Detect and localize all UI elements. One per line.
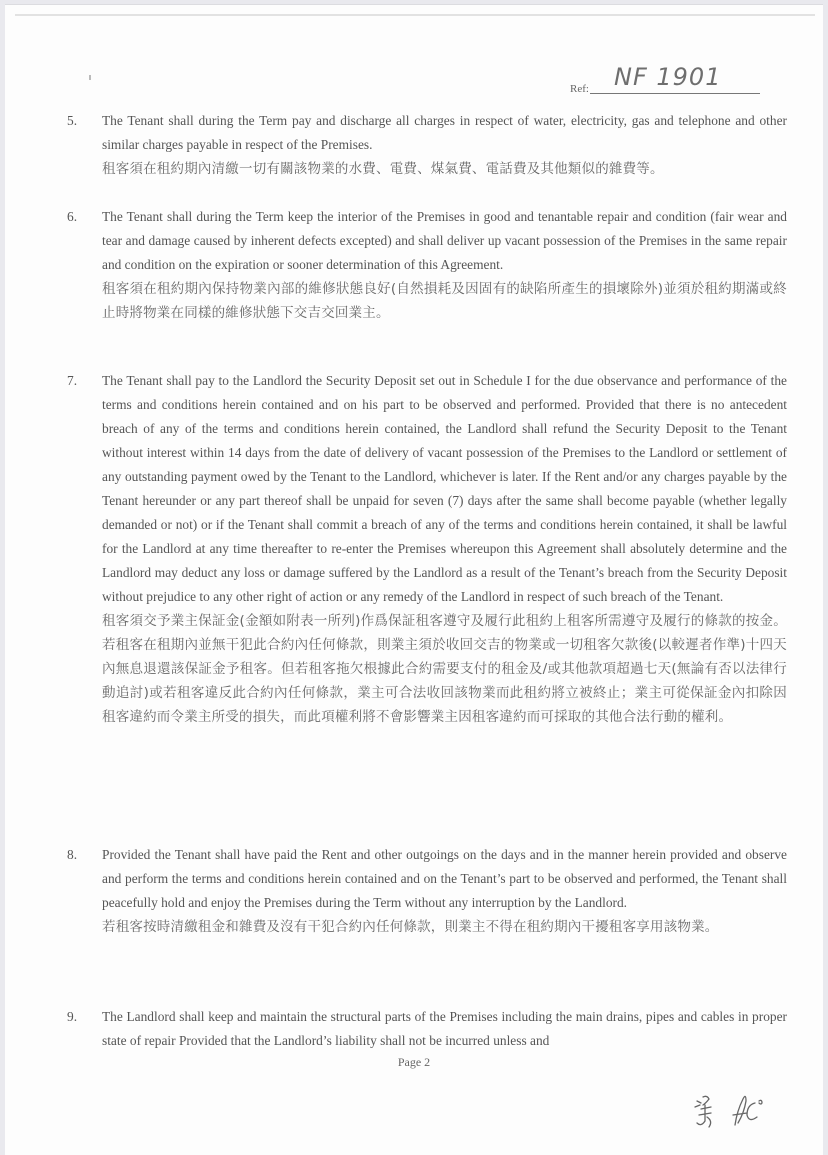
clause-7: [67, 369, 787, 729]
clause-5: [67, 109, 787, 181]
clause-text-en: The Tenant shall during the Term pay and discharge all charges in respect of water, electricity, gas and telephone and other similar charges payable in respect of the Premises.: [102, 113, 787, 152]
clause-text-en: The Tenant shall pay to the Landlord the Security Deposit set out in Schedule I for the due observance and performance of the terms and conditions herein contained and on his part to be observed and performed. Provided that there is no antecedent breach of any of the terms and conditions herein contained, the Landlord shall refund the Security Deposit to the Tenant without interest within 14 days from the date of delivery of vacant possession of the Premises to the Landlord or settlement of any outstanding payment owed by the Tenant to the Landlord, whichever is later. If the Rent and/or any charges payable by the Tenant hereunder or any part thereof shall be unpaid for seven (7) days after the same shall become payable (whether legally demanded or not) or if the Tenant shall commit a breach of any of the terms and conditions herein contained, it shall be lawful for the Landlord at any time thereafter to re-enter the Premises whereupon this Agreement shall absolutely determine and the Landlord may deduct any loss or damage suffered by the Landlord as a result of the Tenant’s breach from the Security Deposit without prejudice to any other right of action or any remedy of the Landlord in respect of such breach of the Tenant.: [102, 373, 787, 604]
clause-number: 5.: [67, 113, 78, 128]
clause-text-zh: 租客須在租約期內保持物業內部的維修狀態良好(自然損耗及因固有的缺陷所產生的損壞除外)並須於租約期滿或終止時將物業在同樣的維修狀態下交吉交回業主。: [102, 281, 787, 321]
clause-text-zh: 租客須交予業主保証金(金額如附表一所列)作爲保証租客遵守及履行此租約上租客所需遵守及履行的條款的按金。若租客在租期內並無干犯此合約內任何條款，則業主須於收回交吉的物業或一切租客欠款後(以較遲者作準)十四天內無息退還該保証金予租客。但若租客拖欠根據此合約需要支付的租金及/或其他款項超過七天(無論有否以法律行動追討)或若租客違反此合約內任何條款，業主可合法收回該物業而此租約將立被終止；業主可從保証金內扣除因租客違約而令業主所受的損失，而此項權利將不會影響業主因租客違約而可採取的其他合法行動的權利。: [102, 613, 787, 725]
clause-number: 7.: [67, 373, 78, 388]
handwritten-signature-icon: [683, 1087, 783, 1137]
clause-number: 9.: [67, 1009, 78, 1024]
ref-value-handwritten: NF 1901: [614, 63, 722, 91]
ref-label: Ref:: [570, 83, 589, 95]
clause-6: [67, 205, 787, 325]
clause-text-zh: 若租客按時清繳租金和雜費及沒有干犯合約內任何條款，則業主不得在租約期內干擾租客享用該物業。: [102, 919, 719, 935]
clause-8: [67, 843, 787, 939]
scan-speck: [89, 75, 91, 80]
clause-text-en: Provided the Tenant shall have paid the Rent and other outgoings on the days and in the manner herein provided and observe and perform the terms and conditions herein contained and on the Tenant’s part to be observed and performed, the Tenant shall peacefully hold and enjoy the Premises during the Term without any interruption by the Landlord.: [102, 847, 787, 910]
clause-9: [67, 1005, 787, 1053]
ref-underline: [590, 93, 760, 94]
top-rule: [15, 14, 815, 16]
signature-initials: [683, 1087, 783, 1137]
page-number: Page 2: [397, 1055, 431, 1069]
clause-number: 8.: [67, 847, 78, 862]
document-page: [5, 4, 823, 1155]
clause-number: 6.: [67, 209, 78, 224]
reference-field: [570, 63, 760, 97]
clause-text-en: The Landlord shall keep and maintain the structural parts of the Premises including the main drains, pipes and cables in proper state of repair Provided that the Landlord’s liability shall not be incurred unless and: [102, 1009, 787, 1048]
clause-text-zh: 租客須在租約期內清繳一切有關該物業的水費、電費、煤氣費、電話費及其他類似的雜費等。: [102, 161, 664, 177]
clause-text-en: The Tenant shall during the Term keep the interior of the Premises in good and tenantable repair and condition (fair wear and tear and damage caused by inherent defects excepted) and shall deliver up vacant possession of the Premises in the same repair and condition on the expiration or sooner determination of this Agreement.: [102, 209, 787, 272]
